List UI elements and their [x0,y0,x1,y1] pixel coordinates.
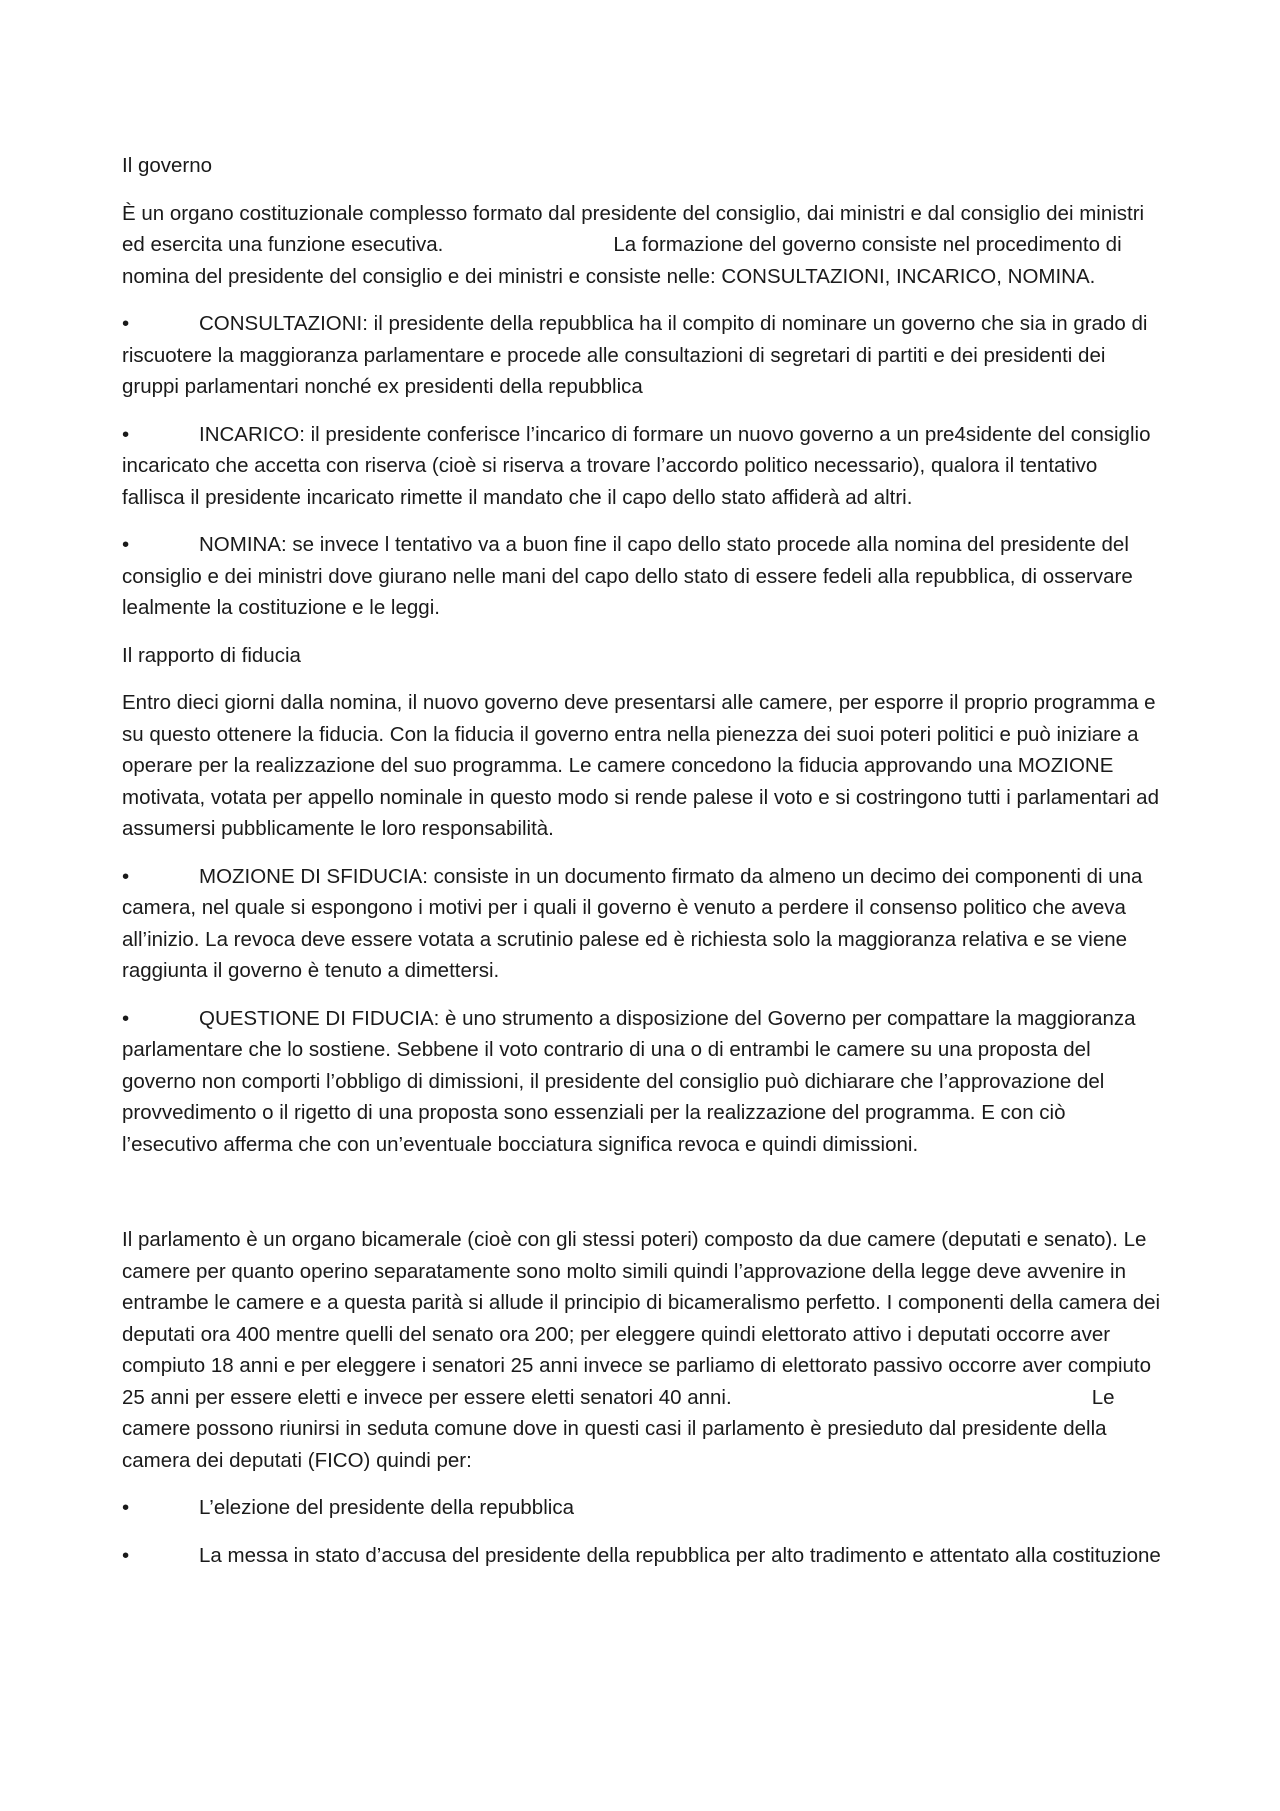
list-item-text: MOZIONE DI SFIDUCIA: consiste in un documento firmato da almeno un decimo dei componenti di una camera, nel quale si espongono i motivi per i quali il governo è venuto a perdere il consenso politico che aveva all’inizio. La revoca deve essere votata a scrutinio palese ed è richiesta solo la maggioranza relativa e se viene raggiunta il governo è tenuto a dimettersi. [122,864,1143,982]
list-item-text: INCARICO: il presidente conferisce l’incarico di formare un nuovo governo a un pre4sidente del consiglio incaricato che accetta con riserva (cioè si riserva a trovare l’accordo politico necessario), qualora il tentativo fallisca il presidente incaricato rimette il mandato che il capo dello stato affiderà ad altri. [122,422,1151,509]
blank-space [122,1176,1162,1224]
paragraph-text: È un organo costituzionale complesso formato dal presidente del consiglio, dai ministri e dal consiglio dei ministri ed esercita una funzione esecutiva. [122,201,1145,256]
list-item-text: NOMINA: se invece l tentativo va a buon fine il capo dello stato procede alla nomina del presidente del consiglio e dei ministri dove giurano nelle mani del capo dello stato di essere fedeli alla repubblica, di osservare lealmente la costituzione e le leggi. [122,533,1133,619]
bullet-icon: • [122,864,130,888]
list-item-elezione [122,1492,1162,1524]
bullet-icon: • [122,533,130,556]
list-item-mozione-sfiducia [122,861,1162,987]
paragraph-governo-intro [122,198,1162,293]
heading-governo: Il governo [122,154,213,177]
bullet-icon: • [122,1543,130,1567]
list-item-incarico [122,419,1162,514]
list-item-nomina [122,529,1162,624]
bullet-icon: • [122,422,130,446]
list-item-messa-in-stato-accusa [122,1540,1162,1572]
list-item-text: QUESTIONE DI FIDUCIA: è uno strumento a disposizione del Governo per compattare la maggioranza parlamentare che lo sostiene. Sebbene il voto contrario di una o di entrambi le camere su una proposta del governo non comporti l’obbligo di dimissioni, il presidente del consiglio può dichiarare che l’approvazione del provvedimento o il rigetto di una proposta sono essenziali per la realizzazione del programma. E con ciò l’esecutivo afferma che con un’eventuale bocciatura significa revoca e quindi dimissioni. [122,1006,1136,1156]
list-item-text: La messa in stato d’accusa del presidente della repubblica per alto tradimento e attentato alla costituzione [199,1543,1161,1567]
heading-rapporto-fiducia: Il rapporto di fiducia [122,643,301,667]
list-item-text: L’elezione del presidente della repubblica [199,1496,574,1519]
list-item-text: CONSULTAZIONI: il presidente della repubblica ha il compito di nominare un governo che sia in grado di riscuotere la maggioranza parlamentare e procede alle consultazioni di segretari di partiti e dei presidenti dei gruppi parlamentari nonché ex presidenti della repubblica [122,312,1148,398]
paragraph-fiducia: Entro dieci giorni dalla nomina, il nuovo governo deve presentarsi alle camere, per esporre il proprio programma e su questo ottenere la fiducia. Con la fiducia il governo entra nella pienezza dei suoi poteri politici e può iniziare a operare per la realizzazione del suo programma. Le camere concedono la fiducia approvando una MOZIONE motivata, votata per appello nominale in questo modo si rende palese il voto e si costringono tutti i parlamentari ad assumersi pubblicamente le loro responsabilità. [122,691,1159,840]
list-item-consultazioni [122,308,1162,403]
list-item-questione-fiducia [122,1003,1162,1161]
paragraph-text: La formazione del governo consiste nel procedimento di nomina del presidente del consiglio e dei ministri e consiste nelle: CONSULTAZIONI, INCARICO, NOMINA. [122,233,1122,288]
paragraph-text: Il parlamento è un organo bicamerale (cioè con gli stessi poteri) composto da due camere (deputati e senato). Le camere per quanto operino separatamente sono molto simili quindi l’approvazione della legge deve avvenire in entrambe le camere e a questa parità si allude il principio di bicameralismo perfetto. I componenti della camera dei deputati ora 400 mentre quelli del senato ora 200; per eleggere quindi elettorato attivo i deputati occorre aver compiuto 18 anni e per eleggere i senatori 25 anni invece se parliamo di elettorato passivo occorre aver compiuto 25 anni per essere eletti e invece per essere eletti senatori 40 anni. [122,1228,1161,1409]
paragraph-parlamento [122,1224,1162,1476]
bullet-icon: • [122,312,130,335]
bullet-icon: • [122,1496,130,1519]
document-page [122,150,1162,1587]
bullet-icon: • [122,1006,130,1030]
paragraph-text: Le camere possono riunirsi in seduta comune dove in questi casi il parlamento è presieduto dal presidente della camera dei deputati (FICO) quindi per: [122,1385,1115,1472]
